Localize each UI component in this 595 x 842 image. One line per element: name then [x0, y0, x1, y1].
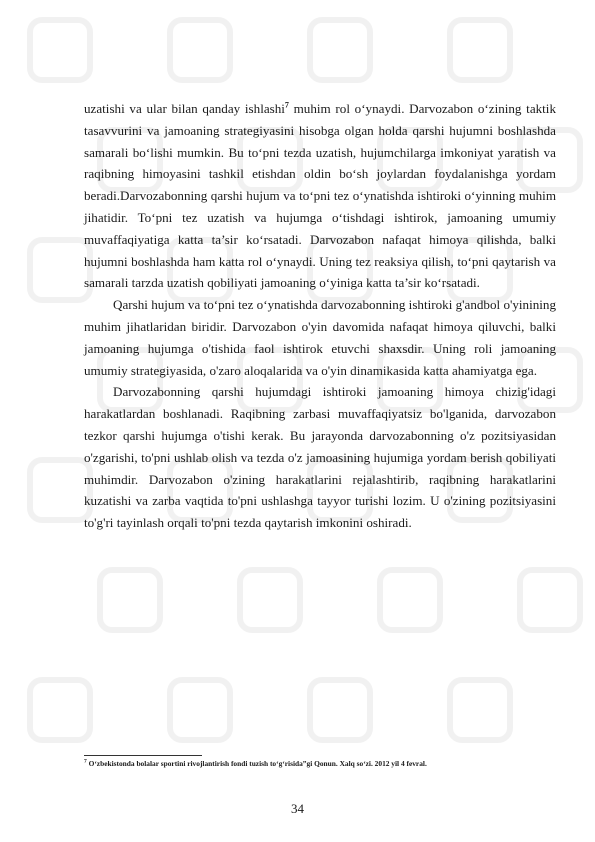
- footnote-number: 7: [84, 758, 87, 765]
- paragraph-2: Qarshi hujum va to‘pni tez o‘ynatishda darvozabonning ishtiroki g'andbol o'yinining muhim jihatlaridan biridir. Darvozabon o'yin davomida nafaqat himoya qiluvchi, balki jamoaning hujumga o'tishida faol ishtirok etuvchi shaxsdir. Uning roli jamoaning umumiy strategiyasida, o'zaro aloqalarida va o'yin dinamikasida katta ahamiyatga ega.: [84, 297, 556, 378]
- paragraph-3: Darvozabonning qarshi hujumdagi ishtiroki jamoaning himoya chizig'idagi harakatlardan boshlanadi. Raqibning zarbasi muvaffaqiyatsiz bo'lganida, darvozabon tezkor qarshi hujumga o'tishi kerak. Bu jarayonda darvozabonning o'z pozitsiyasidan o'zgarishi, to'pni ushlab olish va tezda o'z jamoasining hujumiga yordam berish qobiliyati muhimdir. Darvozabon o'zining harakatlarini rejalashtirib, raqibning harakatlarini kuzatishi va zarba vaqtida to'pni ushlashga tayyor turishi lozim. U o'zining pozitsiyasini to'g'ri tayinlash orqali to'pni tezda qaytarish imkonini oshiradi.: [84, 384, 556, 531]
- footnote: [84, 759, 556, 769]
- paragraph-1-rest: muhim rol o‘ynaydi. Darvozabon o‘zining taktik tasavvurini va jamoaning strategiyasini hisobga olgan holda qarshi hujumni boshlashda samarali bo‘lishi mumkin. Bu to‘pni tezda uzatish, hujumchilarga imkoniyat yaratish va raqibning himoyasini tashkil etishdan oldin bo‘sh joylardan foydalanishga yordam beradi.Darvozabonning qarshi hujum va to‘pni tez o‘ynatishda ishtiroki o‘yinning muhim jihatidir. To‘pni tez uzatish va hujumga o‘tishdagi ishtirok, jamoaning umumiy muvaffaqiyatiga katta ta’sir ko‘rsatadi. Darvozabon nafaqat himoya qilishda, balki hujumni boshlashda ham katta rol o‘ynaydi. Uning tez reaksiya qilish, to‘pni qaytarish va samarali tarzda uzatish qobiliyati jamoaning o‘yiniga katta ta’sir ko‘rsatadi.: [84, 101, 556, 291]
- footnote-separator: [84, 755, 202, 756]
- footnote-text: O‘zbekistonda bolalar sportini rivojlantirish fondi tuzish to‘g‘risida”gi Qonun. Xalq so‘zi. 2012 yil 4 fevral.: [86, 759, 427, 768]
- paragraph-1-lead: uzatishi va ular bilan qanday ishlashi: [84, 101, 285, 116]
- body-text: [84, 98, 556, 534]
- paragraph-1: [84, 98, 556, 294]
- page-number: 34: [291, 801, 304, 816]
- footnote-reference[interactable]: 7: [284, 100, 289, 110]
